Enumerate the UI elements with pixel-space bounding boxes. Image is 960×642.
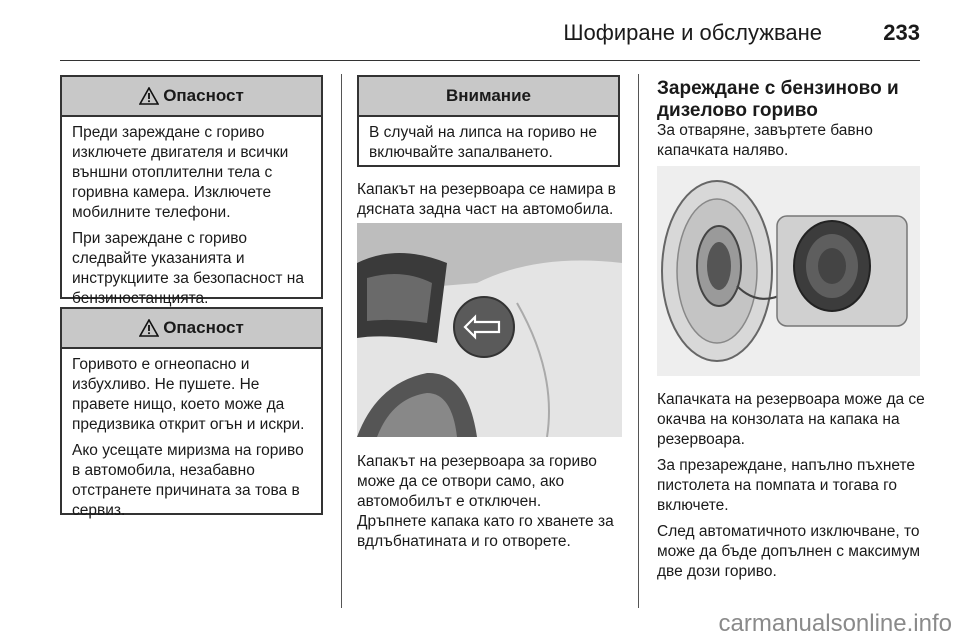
notice-box-body xyxy=(359,117,618,175)
notice-box-text: В случай на липса на гориво не включвайте запалването. xyxy=(369,124,597,161)
cap-open-text: За отваряне, завъртете бавно капачката наляво. xyxy=(657,122,873,159)
car-rear-illustration xyxy=(357,223,622,437)
fuel-cap-photo xyxy=(657,166,920,376)
fuel-flap-location-text: Капакът на резервоара се намира в дясната задна част на автомобила. xyxy=(357,181,616,218)
fuel-cap-illustration xyxy=(657,166,920,376)
danger-box-1-text-2: При зареждане с гориво следвайте указанията и инструкциите за безопасност на бензиностанцията. xyxy=(72,230,304,307)
danger-box-1-title: Опасност xyxy=(163,86,244,105)
warning-icon xyxy=(139,319,159,337)
fuel-flap-open-text: Капакът на резервоара за гориво може да се отвори само, ако автомобилът е отключен. xyxy=(357,453,597,510)
nozzle-insert-text: За презареждане, напълно пъхнете пистолета на помпата и тогава го включете. xyxy=(657,457,916,514)
danger-box-2-text-2: Ако усещате миризма на гориво в автомобила, незабавно отстранете причината за това в сервиз. xyxy=(72,442,304,519)
danger-box-1-text-1: Преди зареждане с гориво изключете двигателя и всички външни отоплителни тела с горивна камера. Изключете мобилните телефони. xyxy=(72,124,289,221)
danger-box-2 xyxy=(60,307,323,519)
fuel-flap-photo xyxy=(357,223,622,437)
col2-paragraph-2 xyxy=(357,452,629,552)
warning-icon xyxy=(139,87,159,105)
column-divider-2 xyxy=(638,74,639,608)
page-number: 233 xyxy=(883,20,920,45)
danger-box-2-text-1: Горивото е огнеопасно и избухливо. Не пушете. Не правете нищо, което може да предизвика открит огън и искри. xyxy=(72,356,305,433)
danger-box-2-title: Опасност xyxy=(163,318,244,337)
danger-box-1-body xyxy=(62,117,321,321)
col3-paragraphs xyxy=(657,390,927,588)
col3-paragraph-1 xyxy=(657,121,927,167)
column-divider-1 xyxy=(341,74,342,608)
col2-paragraph-1 xyxy=(357,180,629,226)
notice-box-title: Внимание xyxy=(446,86,531,105)
cap-hang-text: Капачката на резервоара може да се окачва на конзолата на капака на резервоара. xyxy=(657,391,925,448)
danger-box-1 xyxy=(60,75,323,307)
danger-box-2-header xyxy=(62,309,321,349)
danger-box-2-body xyxy=(62,349,321,533)
notice-box xyxy=(357,75,620,167)
notice-box-header xyxy=(359,77,618,117)
fuel-flap-pull-text: Дръпнете капака като го хванете за вдлъбнатината и го отворете. xyxy=(357,513,614,550)
page-title: Шофиране и обслужване xyxy=(563,20,822,45)
refuel-heading: Зареждане с бензиново и дизелово гориво xyxy=(657,78,899,121)
page-header xyxy=(60,0,920,61)
topup-text: След автоматичното изключване, то може да бъде допълнен с максимум две дози гориво. xyxy=(657,523,920,580)
watermark: carmanualsonline.info xyxy=(718,610,952,637)
danger-box-1-header xyxy=(62,77,321,117)
